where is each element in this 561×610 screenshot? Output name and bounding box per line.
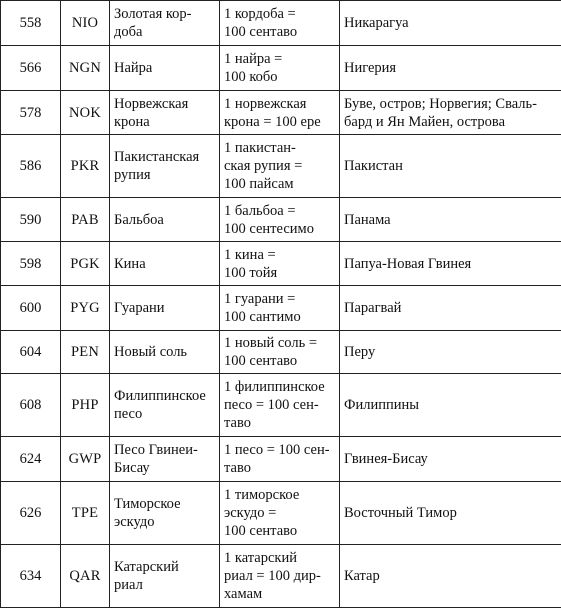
cell-text: 1 кордоба = 100 сентаво (224, 6, 298, 40)
currency-subunit (220, 437, 340, 482)
currency-numeric-code (1, 91, 61, 135)
currency-numeric-code (1, 198, 61, 242)
currency-subunit (220, 135, 340, 198)
cell-text: Буве, остров; Норвегия; Сваль- бард и Ян Майен, острова (344, 95, 537, 130)
currency-country (340, 135, 561, 198)
currency-alpha-code (61, 46, 110, 91)
currency-name (110, 46, 220, 91)
cell-text: 624 (19, 451, 42, 467)
currency-subunit (220, 374, 340, 437)
currency-name (110, 198, 220, 242)
cell-text: Новый соль (114, 344, 188, 360)
currency-numeric-code (1, 545, 61, 608)
table-row (1, 545, 561, 608)
currency-alpha-code (61, 545, 110, 608)
currency-alpha-code (61, 437, 110, 482)
cell-text: 1 пакистан- ская рупия = 100 пайсам (224, 140, 303, 192)
currency-numeric-code (1, 437, 61, 482)
cell-text: Перу (344, 344, 376, 360)
cell-text: 566 (19, 60, 42, 76)
currency-numeric-code (1, 242, 61, 286)
table-row (1, 135, 561, 198)
cell-text: 1 гуарани = 100 сантимо (224, 291, 301, 325)
currency-subunit (220, 198, 340, 242)
cell-text: 604 (19, 344, 42, 360)
currency-alpha-code (61, 286, 110, 331)
currency-country (340, 374, 561, 437)
cell-text: Никарагуа (344, 15, 409, 31)
currency-country (340, 46, 561, 91)
cell-text: 600 (19, 300, 42, 316)
cell-text: 1 песо = 100 сен- таво (224, 442, 330, 476)
cell-text: Филиппины (344, 397, 419, 413)
currency-alpha-code (61, 482, 110, 545)
currency-subunit (220, 242, 340, 286)
currency-country (340, 242, 561, 286)
cell-text: PHP (71, 397, 99, 413)
cell-text: Парагвай (344, 300, 402, 316)
currency-name (110, 545, 220, 608)
cell-text: PKR (70, 158, 100, 174)
currency-subunit (220, 545, 340, 608)
currency-country (340, 437, 561, 482)
cell-text: Пакистан (344, 158, 403, 174)
currency-name (110, 242, 220, 286)
currency-numeric-code (1, 286, 61, 331)
currency-country (340, 286, 561, 331)
cell-text: 1 тиморское эскудо = 100 сентаво (224, 487, 300, 539)
cell-text: Восточный Тимор (344, 505, 457, 521)
currency-subunit (220, 46, 340, 91)
cell-text: 1 новый соль = 100 сентаво (224, 335, 318, 369)
cell-text: PGK (70, 255, 100, 272)
cell-text: 598 (19, 255, 42, 272)
cell-text: 1 кина = 100 тойя (224, 246, 278, 281)
cell-text: 578 (19, 104, 42, 121)
cell-text: 1 катарский риал = 100 дир- хамам (224, 550, 321, 602)
table-body (1, 1, 561, 608)
table-row (1, 286, 561, 331)
currency-numeric-code (1, 331, 61, 374)
cell-text: Пакистанская рупия (114, 149, 200, 183)
cell-text: Норвежская крона (114, 95, 189, 130)
cell-text: Панама (344, 211, 391, 228)
currency-alpha-code (61, 374, 110, 437)
cell-text: 590 (19, 211, 42, 228)
cell-text: NOK (68, 104, 101, 121)
currency-name (110, 437, 220, 482)
currency-country (340, 198, 561, 242)
table-row (1, 242, 561, 286)
table-row (1, 374, 561, 437)
cell-text: 626 (19, 505, 42, 521)
currency-country (340, 91, 561, 135)
cell-text: TPE (71, 505, 99, 521)
currency-name (110, 482, 220, 545)
table-row (1, 437, 561, 482)
currency-name (110, 135, 220, 198)
currency-country (340, 1, 561, 46)
currency-numeric-code (1, 374, 61, 437)
cell-text: Филиппинское песо (114, 388, 206, 422)
currency-country (340, 482, 561, 545)
currency-name (110, 1, 220, 46)
cell-text: 1 бальбоа = 100 сентесимо (224, 202, 314, 237)
cell-text: 586 (19, 158, 42, 174)
cell-text: QAR (69, 568, 101, 584)
cell-text: Папуа-Новая Гвинея (344, 255, 472, 272)
cell-text: Кина (114, 255, 146, 272)
cell-text: 1 филиппинское песо = 100 сен- таво (224, 379, 325, 431)
cell-text: PYG (70, 300, 100, 316)
currency-name (110, 91, 220, 135)
currency-alpha-code (61, 91, 110, 135)
currency-name (110, 286, 220, 331)
currency-numeric-code (1, 135, 61, 198)
currency-name (110, 331, 220, 374)
currency-numeric-code (1, 1, 61, 46)
currency-alpha-code (61, 331, 110, 374)
currency-alpha-code (61, 198, 110, 242)
cell-text: Песо Гвинеи- Бисау (114, 442, 198, 476)
cell-text: 634 (19, 568, 42, 584)
currency-country (340, 331, 561, 374)
currency-alpha-code (61, 135, 110, 198)
currency-name (110, 374, 220, 437)
currency-subunit (220, 1, 340, 46)
cell-text: Гвинея-Бисау (344, 451, 428, 467)
cell-text: 558 (19, 15, 42, 31)
cell-text: Бальбоа (114, 211, 164, 228)
cell-text: Найра (114, 60, 153, 76)
table-row (1, 198, 561, 242)
cell-text: 1 норвежская крона = 100 ере (224, 95, 321, 130)
cell-text: Тиморское эскудо (114, 496, 181, 530)
currency-subunit (220, 91, 340, 135)
cell-text: Гуарани (114, 300, 165, 316)
cell-text: PAB (71, 211, 99, 228)
currency-subunit (220, 331, 340, 374)
cell-text: GWP (68, 451, 102, 467)
cell-text: NGN (68, 60, 101, 76)
currency-alpha-code (61, 1, 110, 46)
table-row (1, 1, 561, 46)
cell-text: Катар (344, 568, 380, 584)
cell-text: NIO (71, 15, 99, 31)
currency-subunit (220, 286, 340, 331)
table-row (1, 482, 561, 545)
cell-text: 608 (19, 397, 42, 413)
currency-numeric-code (1, 482, 61, 545)
cell-text: Катарский риал (114, 559, 179, 593)
cell-text: Нигерия (344, 60, 397, 76)
cell-text: PEN (71, 344, 99, 360)
table-row (1, 91, 561, 135)
currency-alpha-code (61, 242, 110, 286)
table-row (1, 331, 561, 374)
cell-text: 1 найра = 100 кобо (224, 51, 283, 85)
table-row (1, 46, 561, 91)
cell-text: Золотая кор- доба (114, 6, 192, 40)
currency-subunit (220, 482, 340, 545)
currency-numeric-code (1, 46, 61, 91)
currency-country (340, 545, 561, 608)
